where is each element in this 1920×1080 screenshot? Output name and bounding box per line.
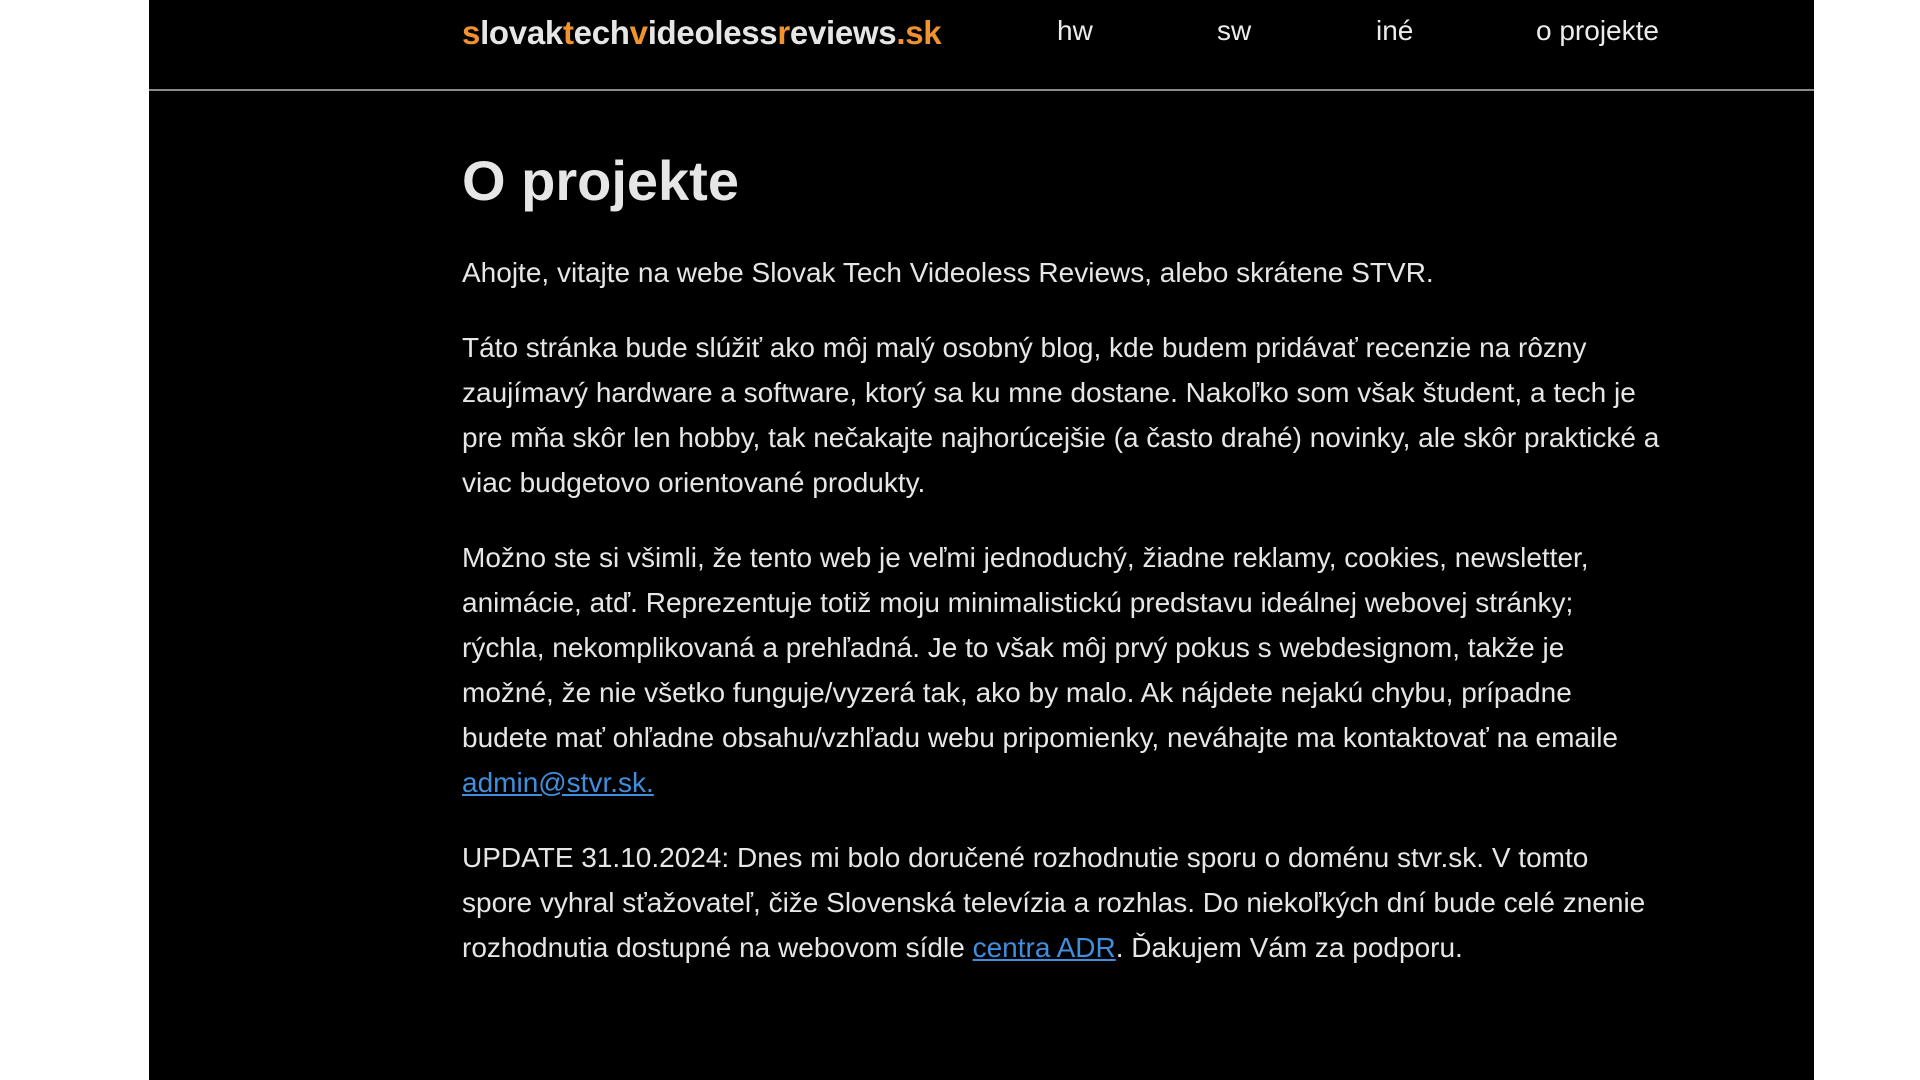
- logo-part-lovak: lovak: [480, 14, 563, 51]
- logo-part-ech: ech: [573, 14, 630, 51]
- page-title: O projekte: [462, 149, 739, 212]
- site-logo-link[interactable]: [462, 14, 941, 52]
- logo-letter-r: r: [777, 14, 790, 51]
- logo-part-ideoless: ideoless: [647, 14, 778, 51]
- adr-center-link[interactable]: centra ADR: [972, 931, 1116, 963]
- paragraph-intro: Ahojte, vitajte na webe Slovak Tech Videoless Reviews, alebo skrátene STVR.: [462, 256, 1434, 288]
- logo-tld: .sk: [896, 14, 942, 51]
- logo-letter-t: t: [562, 14, 574, 51]
- nav-link-sw[interactable]: sw: [1217, 15, 1252, 46]
- nav-link-o-projekte[interactable]: o projekte: [1536, 15, 1659, 46]
- logo-letter-s: s: [462, 14, 481, 51]
- paragraph-web-design: [462, 535, 1662, 805]
- paragraph-web-design-text: Možno ste si všimli, že tento web je veľmi jednoduchý, žiadne reklamy, cookies, newsletter, animácie, atď. Reprezentuje totiž moju minimalistickú predstavu ideálnej webovej stránky; rýchla, nekomplikovaná a prehľadná. Je to však môj prvý pokus s webdesignom, takže je možné, že nie všetko funguje/vyzerá tak, ako by malo. Ak nájdete nejakú chybu, prípadne budete mať ohľadne obsahu/vzhľadu webu pripomienky, neváhajte ma kontaktovať na emaile: [462, 541, 1618, 753]
- page: [149, 0, 1814, 1080]
- email-link[interactable]: admin@stvr.sk.: [462, 766, 654, 798]
- paragraph-update-tail: . Ďakujem Vám za podporu.: [1115, 931, 1463, 963]
- site-header: [149, 0, 1814, 91]
- logo-letter-v: v: [629, 14, 648, 51]
- paragraph-update-text: UPDATE 31.10.2024: Dnes mi bolo doručené rozhodnutie sporu o doménu stvr.sk. V tomto spore vyhral sťažovateľ, čiže Slovenská televízia a rozhlas. Do niekoľkých dní bude celé znenie rozhodnutia dostupné na webovom sídle: [462, 841, 1646, 963]
- paragraph-update: [462, 835, 1662, 970]
- paragraph-about-blog: Táto stránka bude slúžiť ako môj malý osobný blog, kde budem pridávať recenzie na rôzny zaujímavý hardware a software, ktorý sa ku mne dostane. Nakoľko som však študent, a tech je pre mňa skôr len hobby, tak nečakajte najhorúcejšie (a často drahé) novinky, ale skôr praktické a viac budgetovo orientované produkty.: [462, 331, 1660, 498]
- nav-link-ine[interactable]: iné: [1376, 15, 1414, 46]
- nav-link-hw[interactable]: hw: [1057, 15, 1093, 46]
- logo-part-eviews: eviews: [789, 14, 897, 51]
- main-content: [462, 150, 1662, 1000]
